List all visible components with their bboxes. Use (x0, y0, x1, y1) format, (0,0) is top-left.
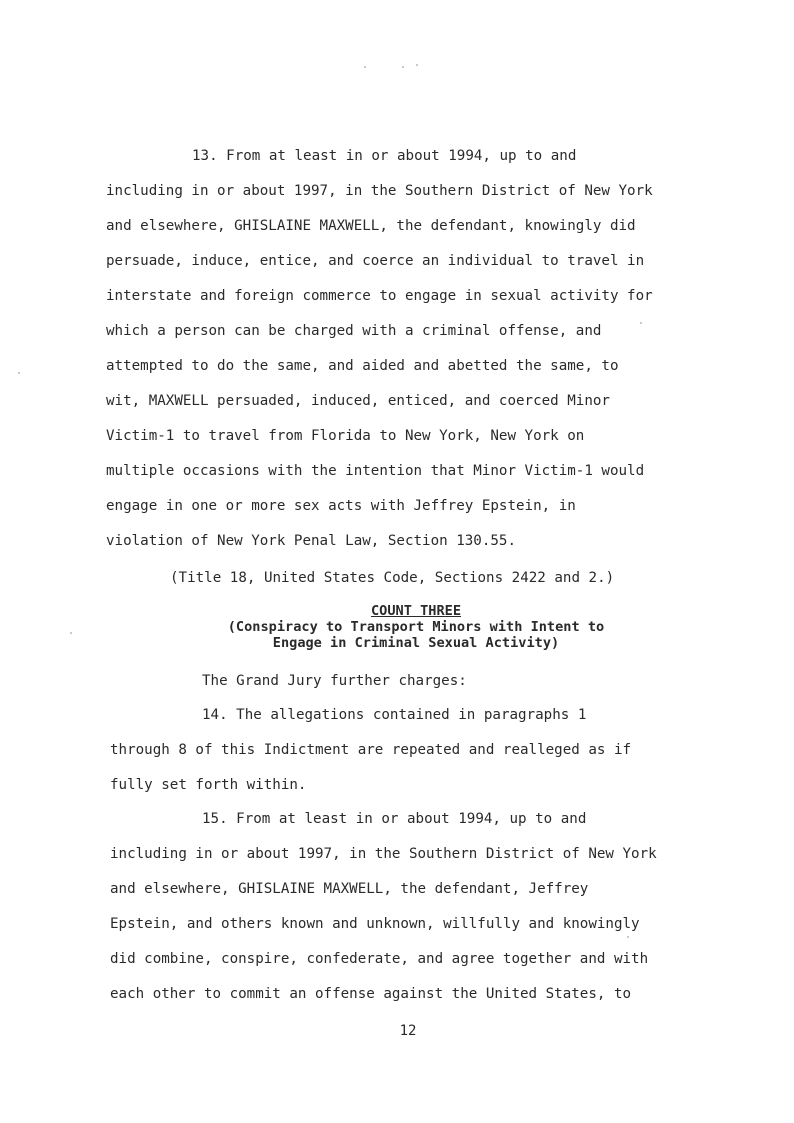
paragraph-line: Victim-1 to travel from Florida to New York, New York on (106, 428, 585, 444)
paragraph-line: 14. The allegations contained in paragraphs 1 (202, 707, 587, 723)
scan-speck (402, 66, 404, 68)
scan-speck (416, 64, 418, 66)
paragraph-line: each other to commit an offense against the United States, to (110, 986, 632, 1002)
paragraph-line: and elsewhere, GHISLAINE MAXWELL, the defendant, Jeffrey (110, 881, 589, 897)
count-title: COUNT THREE (370, 603, 462, 619)
paragraph-line: attempted to do the same, and aided and abetted the same, to (106, 358, 619, 374)
paragraph-line: Epstein, and others known and unknown, willfully and knowingly (110, 916, 640, 932)
count-subtitle-line: (Conspiracy to Transport Minors with Intent to (227, 619, 605, 635)
paragraph-line: and elsewhere, GHISLAINE MAXWELL, the defendant, knowingly did (106, 218, 636, 234)
paragraph-line: through 8 of this Indictment are repeated and realleged as if (110, 742, 632, 758)
grand-jury-charge: The Grand Jury further charges: (202, 673, 467, 689)
paragraph-line: including in or about 1997, in the Southern District of New York (110, 846, 657, 862)
paragraph-line: interstate and foreign commerce to engage in sexual activity for (106, 288, 653, 304)
page-number: 12 (399, 1023, 417, 1039)
scan-speck (18, 372, 20, 374)
paragraph-line: 13. From at least in or about 1994, up to and (192, 148, 577, 164)
paragraph-line: multiple occasions with the intention that Minor Victim-1 would (106, 463, 645, 479)
paragraph-line: engage in one or more sex acts with Jeffrey Epstein, in (106, 498, 576, 514)
paragraph-line: persuade, induce, entice, and coerce an individual to travel in (106, 253, 645, 269)
scan-speck (627, 936, 629, 938)
count-subtitle-line: Engage in Criminal Sexual Activity) (272, 635, 560, 651)
statute-citation: (Title 18, United States Code, Sections 2422 and 2.) (170, 570, 615, 586)
paragraph-line: which a person can be charged with a criminal offense, and (106, 323, 602, 339)
scan-speck (364, 66, 366, 68)
paragraph-line: did combine, conspire, confederate, and agree together and with (110, 951, 649, 967)
paragraph-line: wit, MAXWELL persuaded, induced, enticed, and coerced Minor (106, 393, 610, 409)
paragraph-line: fully set forth within. (110, 777, 307, 793)
paragraph-line: 15. From at least in or about 1994, up to and (202, 811, 587, 827)
paragraph-line: violation of New York Penal Law, Section 130.55. (106, 533, 516, 549)
scan-speck (70, 632, 72, 634)
paragraph-line: including in or about 1997, in the Southern District of New York (106, 183, 653, 199)
scan-speck (640, 322, 642, 324)
